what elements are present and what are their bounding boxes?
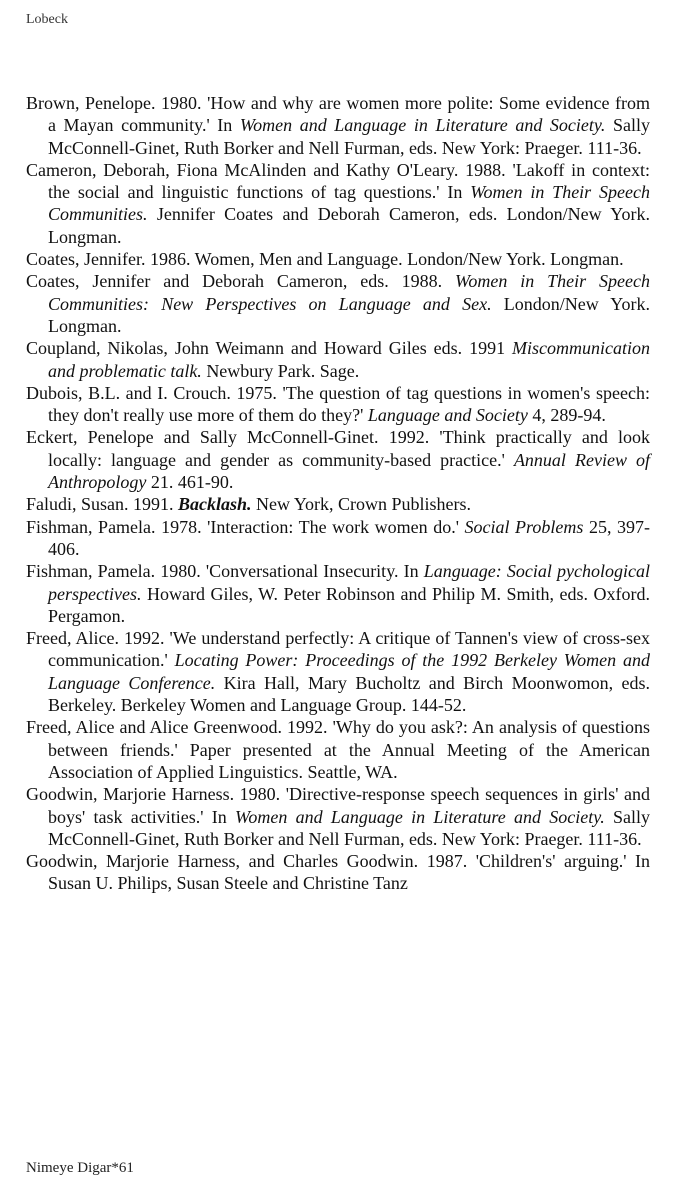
reference-entry	[26, 627, 650, 716]
reference-text: 21. 461-90.	[146, 472, 234, 493]
reference-text: Faludi, Susan. 1991.	[26, 494, 179, 515]
reference-text: London/New York. Longman.	[48, 293, 650, 336]
reference-text: Howard Giles, W. Peter Robinson and Philip M. Smith, eds. Oxford. Pergamon.	[48, 583, 650, 626]
reference-text: Eckert, Penelope and Sally McConnell-Ginet. 1992. 'Think practically and look locally: language and gender as community-based practice.'	[26, 427, 650, 470]
reference-text: Goodwin, Marjorie Harness. 1980. 'Directive-response speech sequences in girls' and boys' task activities.' In	[26, 784, 650, 827]
reference-text: Sally McConnell-Ginet, Ruth Borker and Nell Furman, eds. New York: Praeger. 111-36.	[48, 115, 650, 158]
reference-entry	[26, 560, 650, 627]
reference-text: Freed, Alice. 1992. 'We understand perfectly: A critique of Tannen's view of cross-sex communication.'	[26, 628, 650, 671]
reference-list	[26, 92, 650, 895]
reference-text: New York, Crown Publishers.	[251, 494, 472, 515]
reference-text: Jennifer Coates and Deborah Cameron, eds. London/New York. Longman.	[48, 204, 650, 247]
reference-text: 25, 397-406.	[48, 516, 650, 559]
reference-entry	[26, 426, 650, 493]
reference-title: Language and Society	[367, 405, 528, 426]
reference-text: Coupland, Nikolas, John Weimann and Howard Giles eds. 1991	[26, 338, 513, 359]
reference-text: Freed, Alice and Alice Greenwood. 1992. 'Why do you ask?: An analysis of questions between friends.' Paper presented at the Annual Meeting of the American Association of Applied Linguistics. Seattle, WA.	[26, 717, 650, 782]
reference-entry	[26, 337, 650, 382]
reference-text: Coates, Jennifer. 1986. Women, Men and Language. London/New York. Longman.	[26, 249, 624, 270]
reference-title: Miscommunication and problematic talk.	[48, 338, 650, 381]
reference-text: Fishman, Pamela. 1978. 'Interaction: The work women do.'	[26, 516, 465, 537]
reference-text: Brown, Penelope. 1980. 'How and why are women more polite: Some evidence from a Mayan community.' In	[26, 93, 650, 136]
reference-title: Backlash.	[178, 494, 252, 515]
page-footer: Nimeye Digar*61	[26, 1160, 134, 1176]
reference-title: Locating Power: Proceedings of the 1992 Berkeley Women and Language Conference.	[48, 650, 650, 693]
reference-title: Language: Social pychological perspectives.	[48, 561, 650, 604]
reference-title: Annual Review of Anthropology	[48, 449, 651, 493]
reference-entry	[26, 516, 650, 561]
reference-text: 4, 289-94.	[527, 405, 606, 426]
reference-title: Women and Language in Literature and Society.	[239, 115, 606, 136]
reference-entry	[26, 716, 650, 783]
reference-text: Dubois, B.L. and I. Crouch. 1975. 'The question of tag questions in women's speech: they don't really use more of them do they?'	[26, 382, 650, 426]
reference-text: Goodwin, Marjorie Harness, and Charles Goodwin. 1987. 'Children's' arguing.' In Susan U. Philips, Susan Steele and Christine Tanz	[26, 851, 650, 894]
reference-text: Cameron, Deborah, Fiona McAlinden and Kathy O'Leary. 1988. 'Lakoff in context: the social and linguistic functions of tag questions.' In	[26, 159, 650, 203]
reference-text: Kira Hall, Mary Bucholtz and Birch Moonwomon, eds. Berkeley. Berkeley Women and Language Group. 144-52.	[48, 672, 650, 716]
reference-entry	[26, 382, 650, 427]
reference-text: Fishman, Pamela. 1980. 'Conversational Insecurity. In	[26, 561, 424, 582]
reference-title: Social Problems	[464, 516, 584, 537]
reference-text: Newbury Park. Sage.	[201, 360, 360, 381]
running-header: Lobeck	[26, 12, 68, 27]
reference-entry	[26, 92, 650, 159]
reference-title: Women and Language in Literature and Society.	[235, 806, 605, 827]
reference-entry	[26, 783, 650, 850]
reference-entry	[26, 270, 650, 337]
reference-text: Coates, Jennifer and Deborah Cameron, eds. 1988.	[26, 271, 456, 292]
reference-title: Women in Their Speech Communities.	[48, 182, 650, 225]
reference-entry	[26, 159, 650, 248]
reference-entry	[26, 850, 650, 895]
reference-title: Women in Their Speech Communities: New Perspectives on Language and Sex.	[48, 271, 650, 314]
reference-text: Sally McConnell-Ginet, Ruth Borker and Nell Furman, eds. New York: Praeger. 111-36.	[48, 806, 650, 849]
reference-entry	[26, 493, 650, 515]
reference-entry	[26, 248, 650, 270]
